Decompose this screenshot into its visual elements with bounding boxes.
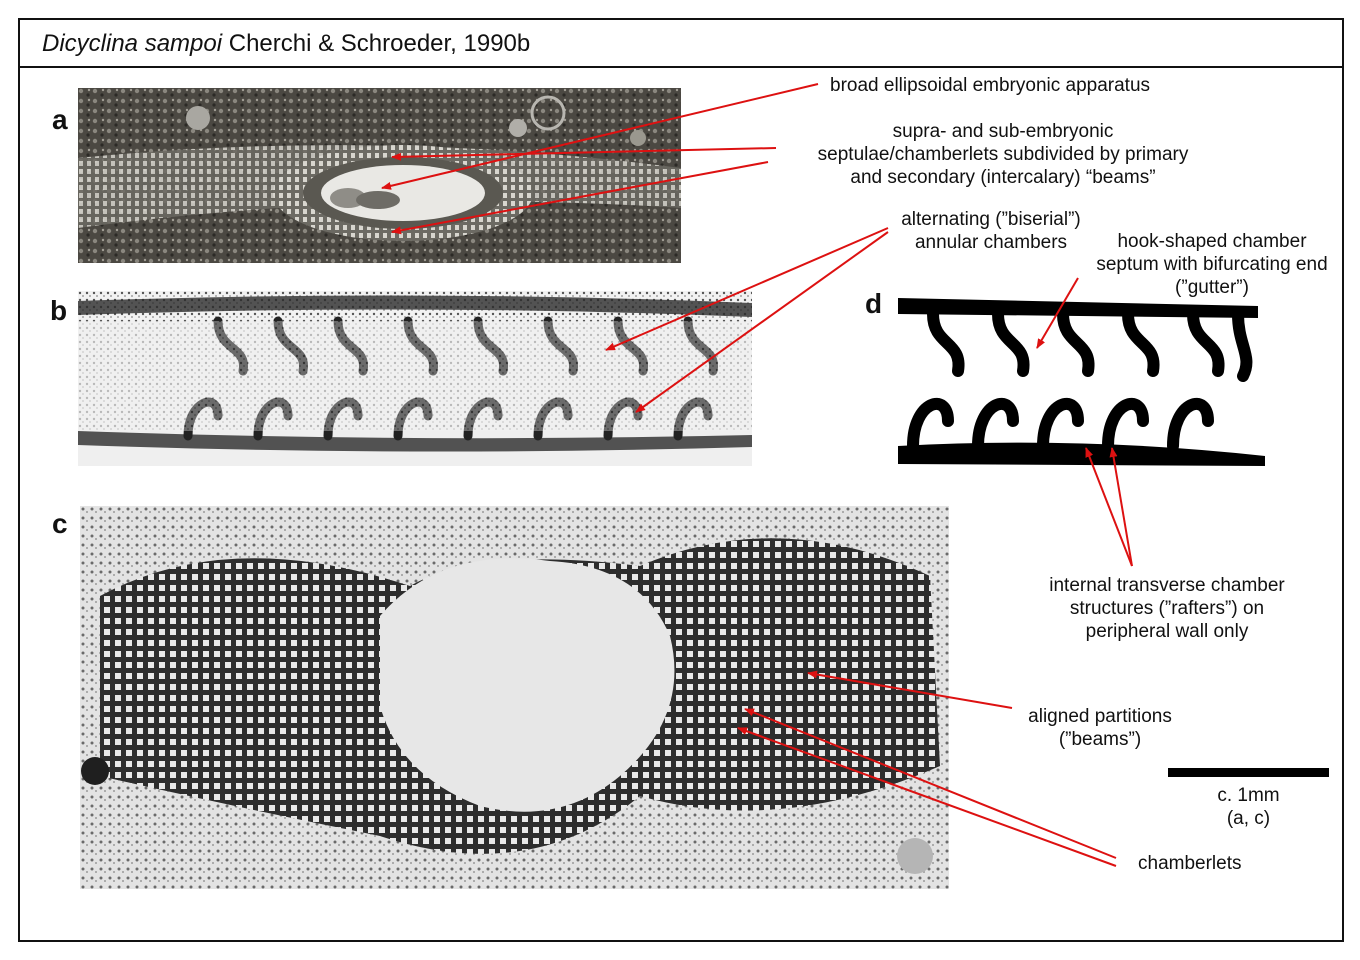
annotation-alternating-line2: annular chambers: [914, 232, 1068, 253]
annotation-hook-line2: septum with bifurcating end: [1096, 254, 1328, 275]
annotation-chamberlets: chamberlets: [1138, 853, 1242, 874]
annotation-beams-line2: (”beams”): [1058, 729, 1142, 750]
panel-label-a: a: [52, 104, 68, 135]
arrow-alternating-lower: [636, 232, 888, 412]
annotation-rafters-line3: peripheral wall only: [1085, 621, 1249, 642]
scale-applies-to: (a, c): [1226, 808, 1271, 829]
species-name: Dicyclina sampoi: [42, 30, 223, 57]
panel-label-d: d: [865, 288, 883, 319]
arrow-embryonic-apparatus: [382, 84, 818, 188]
panel-label-b: b: [50, 295, 68, 326]
annotation-beams-line1: aligned partitions: [1028, 706, 1172, 727]
arrow-chamberlets-upper: [745, 709, 1116, 858]
arrow-chamberlets-lower: [738, 728, 1116, 866]
annotation-hook-line1: hook-shaped chamber: [1117, 231, 1307, 252]
annotation-rafters-line2: structures (”rafters”) on: [1069, 598, 1265, 619]
annotation-rafters-line1: internal transverse chamber: [1049, 575, 1285, 596]
annotation-hook-line3: (”gutter”): [1175, 277, 1249, 298]
annotation-septulae-line2: septulae/chamberlets subdivided by primary: [817, 144, 1189, 165]
annotation-embryonic-apparatus: broad ellipsoidal embryonic apparatus: [830, 75, 1151, 96]
annotation-alternating-line1: alternating (”biserial”): [901, 209, 1081, 230]
arrow-rafters-left: [1086, 448, 1132, 566]
annotation-septulae-line3: and secondary (intercalary) “beams”: [850, 167, 1156, 188]
species-authority: Cherchi & Schroeder, 1990b: [222, 30, 531, 57]
annotation-septulae-line1: supra- and sub-embryonic: [892, 121, 1114, 142]
arrow-hook-septum: [1037, 278, 1078, 348]
scale-length: c. 1mm: [1217, 785, 1280, 806]
arrow-rafters-right: [1112, 448, 1132, 566]
arrow-beams: [808, 673, 1012, 708]
panel-label-c: c: [52, 508, 68, 539]
arrow-septulae-supra: [392, 148, 776, 157]
